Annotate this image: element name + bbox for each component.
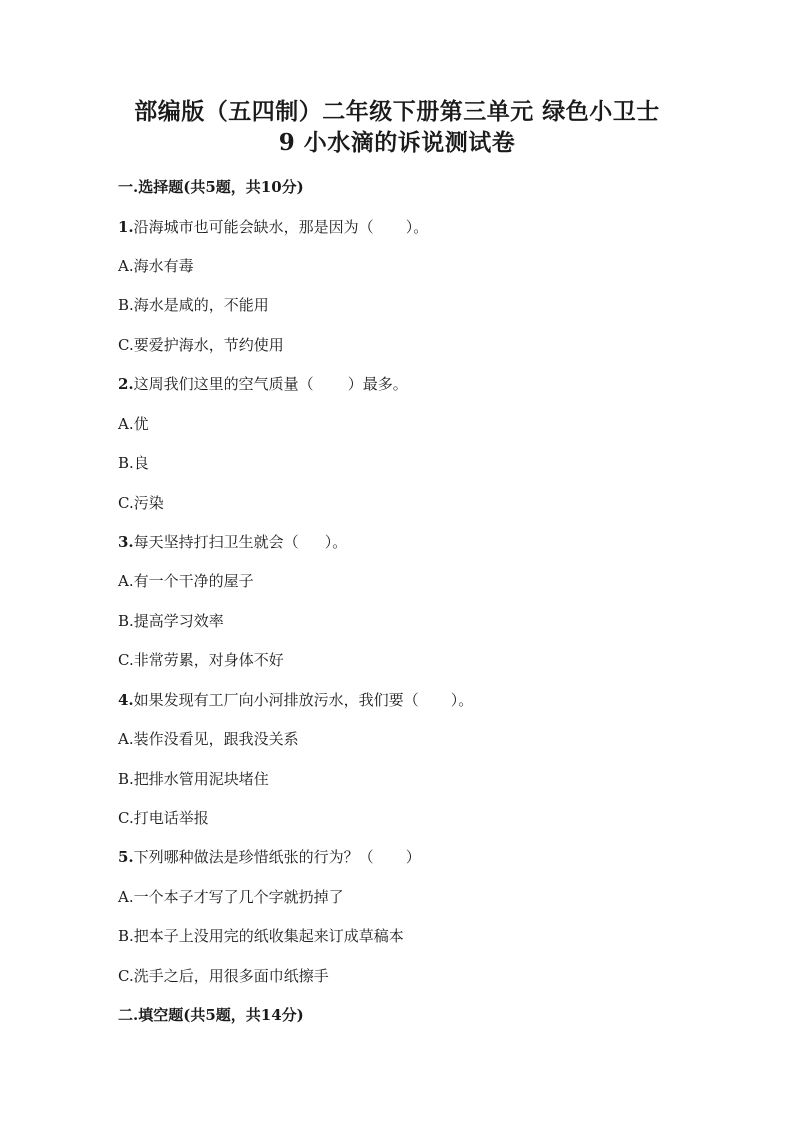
- option-2a: A.优: [118, 415, 149, 433]
- option-5b: B.把本子上没用完的纸收集起来订成草稿本: [118, 927, 404, 945]
- question-stem-end: ）最多。: [347, 375, 408, 393]
- question-4: [118, 689, 473, 711]
- question-number: 2.: [118, 375, 134, 393]
- option-5a: A.一个本子才写了几个字就扔掉了: [118, 888, 344, 906]
- page-title-line-2: 9 小水滴的诉说测试卷: [278, 129, 516, 156]
- question-stem: 如果发现有工厂向小河排放污水，我们要（: [133, 691, 419, 709]
- option-2c: C.污染: [118, 494, 164, 512]
- option-3c: C.非常劳累，对身体不好: [118, 651, 284, 669]
- option-1b: B.海水是咸的，不能用: [118, 296, 269, 314]
- question-stem-end: ）。: [450, 691, 474, 709]
- question-stem: 沿海城市也可能会缺水，那是因为（: [133, 218, 374, 236]
- question-number: 3.: [118, 533, 134, 551]
- option-4a: A.装作没看见，跟我没关系: [118, 730, 299, 748]
- option-3a: A.有一个干净的屋子: [118, 572, 254, 590]
- option-5c: C.洗手之后，用很多面巾纸擦手: [118, 967, 329, 985]
- question-stem: 每天坚持打扫卫生就会（: [133, 533, 299, 551]
- question-1: [118, 216, 428, 238]
- question-stem-end: ）。: [324, 533, 348, 551]
- option-1c: C.要爱护海水，节约使用: [118, 336, 284, 354]
- question-stem-end: ）。: [405, 218, 429, 236]
- option-3b: B.提高学习效率: [118, 612, 224, 630]
- section-heading-fill: 二.填空题(共5题，共14分): [118, 1006, 304, 1024]
- page-title-line-1: 部编版（五四制）二年级下册第三单元 绿色小卫士: [134, 98, 660, 125]
- question-2: [118, 373, 408, 395]
- section-heading-choice: 一.选择题(共5题，共10分): [118, 178, 304, 196]
- question-stem: 下列哪种做法是珍惜纸张的行为？（: [133, 848, 374, 866]
- option-1a: A.海水有毒: [118, 257, 194, 275]
- option-4b: B.把排水管用泥块堵住: [118, 770, 269, 788]
- question-number: 5.: [118, 848, 134, 866]
- question-3: [118, 531, 347, 553]
- question-number: 4.: [118, 691, 134, 709]
- question-5: [118, 846, 421, 868]
- option-2b: B.良: [118, 454, 149, 472]
- question-number: 1.: [118, 218, 134, 236]
- question-stem: 这周我们这里的空气质量（: [133, 375, 314, 393]
- option-4c: C.打电话举报: [118, 809, 209, 827]
- question-stem-end: ）: [405, 848, 421, 866]
